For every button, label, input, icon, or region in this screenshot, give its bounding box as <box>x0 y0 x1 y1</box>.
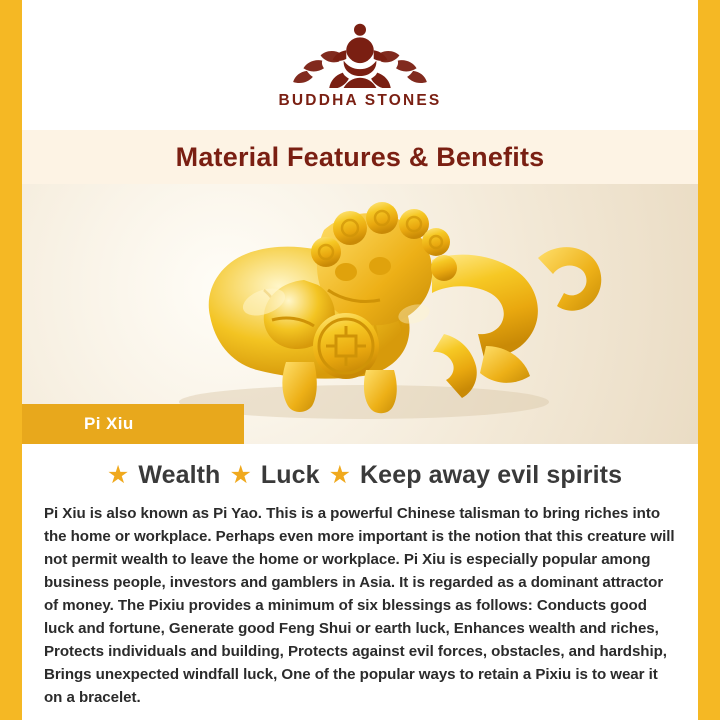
benefit-item-wealth: Wealth <box>138 460 221 489</box>
benefits-row <box>22 452 698 498</box>
description-paragraph: Pi Xiu is also known as Pi Yao. This is a powerful Chinese talisman to bring riches into the home or workplace. Perhaps even more important is the notion that this creature will not permit wealth to leave the home or workplace. Pi Xiu is especially popular among business people, investors and gamblers in Asia. It is regarded as a dominant attractor of money. The Pixiu provides a minimum of six blessings as follows: Conducts good luck and fortune, Generate good Feng Shui or earth luck, Enhances wealth and riches, Protects individuals and building, Protects against evil forces, obstacles, and hardship, Brings unexpected windfall luck, One of the popular ways to retain a Pixiu is to wear it on a bracelet. <box>44 505 675 706</box>
benefit-item-keep-away-evil-spirits: Keep away evil spirits <box>360 460 623 489</box>
benefit-item-luck: Luck <box>260 460 320 489</box>
page-title: Material Features & Benefits <box>175 141 545 172</box>
image-caption-label: Pi Xiu <box>84 414 134 433</box>
image-caption-tab <box>22 404 244 444</box>
title-banner <box>22 130 698 184</box>
lotus-meditation-icon <box>290 16 430 88</box>
product-image <box>22 184 698 444</box>
brand-name: BUDDHA STONES <box>278 92 442 109</box>
content-frame <box>22 0 698 720</box>
star-icon: ★ <box>229 460 252 489</box>
brand-header <box>22 0 698 130</box>
star-icon: ★ <box>328 460 352 489</box>
star-icon: ★ <box>106 460 130 489</box>
